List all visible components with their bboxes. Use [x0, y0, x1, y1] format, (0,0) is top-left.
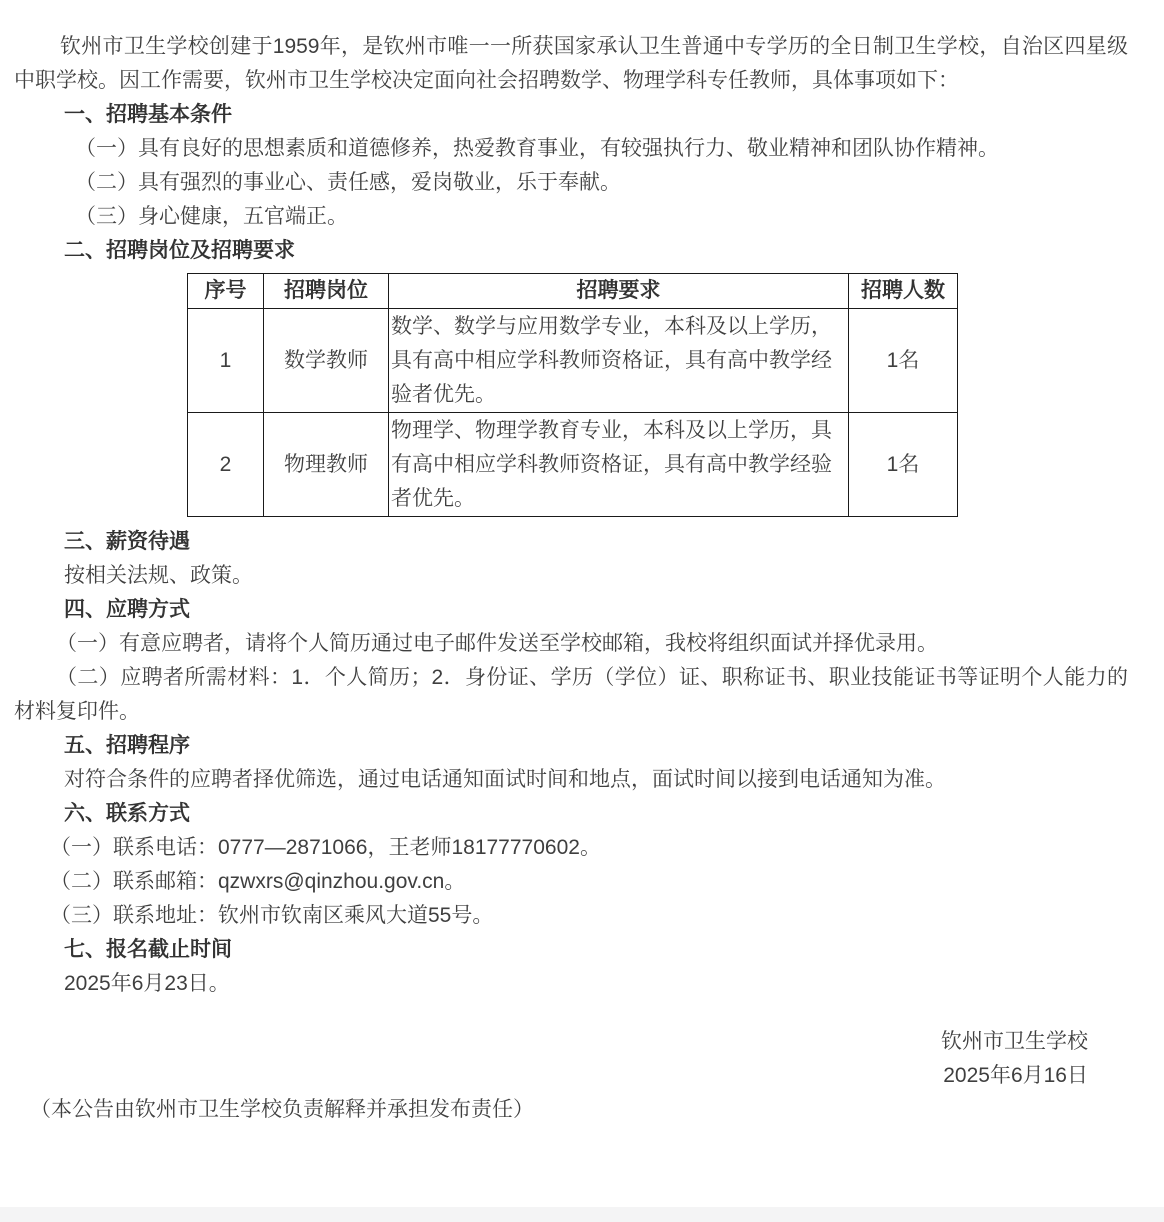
column-header-count: 招聘人数 — [849, 274, 958, 309]
contact-phone: （一）联系电话：0777—2871066，王老师18177770602。 — [50, 836, 601, 859]
contact-email: （二）联系邮箱：qzwxrs@qinzhou.gov.cn。 — [50, 870, 466, 893]
intro-paragraph: 钦州市卫生学校创建于1959年，是钦州市唯一一所获国家承认卫生普通中专学历的全日制卫生学校，自治区四星级中职学校。因工作需要，钦州市卫生学校决定面向社会招聘数学、物理学科专任教师，具体事项如下： — [14, 35, 1128, 92]
section-5-body: 对符合条件的应聘者择优筛选，通过电话通知面试时间和地点，面试时间以接到电话通知为准。 — [64, 768, 946, 791]
section-1-item: （一）具有良好的思想素质和道德修养，热爱教育事业，有较强执行力、敬业精神和团队协作精神。 — [75, 137, 999, 160]
cell-post: 物理教师 — [264, 413, 389, 517]
section-4-item: （二）应聘者所需材料：1．个人简历；2．身份证、学历（学位）证、职称证书、职业技能证书等证明个人能力的材料复印件。 — [14, 666, 1128, 723]
section-1-item: （三）身心健康，五官端正。 — [75, 205, 348, 228]
section-3-title: 三、薪资待遇 — [64, 530, 190, 553]
section-1-item: （二）具有强烈的事业心、责任感，爱岗敬业，乐于奉献。 — [75, 171, 621, 194]
column-header-requirement: 招聘要求 — [389, 274, 849, 309]
section-7-title: 七、报名截止时间 — [64, 938, 232, 961]
cell-requirement: 物理学、物理学教育专业，本科及以上学历，具有高中相应学科教师资格证，具有高中教学经验者优先。 — [389, 413, 849, 517]
table-header-row — [188, 274, 958, 309]
section-2-title: 二、招聘岗位及招聘要求 — [64, 239, 295, 262]
cell-number: 1 — [188, 309, 264, 413]
column-header-post: 招聘岗位 — [264, 274, 389, 309]
section-6-title: 六、联系方式 — [64, 802, 190, 825]
signature-block — [14, 1025, 1128, 1093]
column-header-number: 序号 — [188, 274, 264, 309]
cell-number: 2 — [188, 413, 264, 517]
section-4-title: 四、应聘方式 — [64, 598, 190, 621]
deadline-date: 2025年6月23日。 — [64, 972, 230, 995]
cell-count: 1名 — [849, 413, 958, 517]
contact-address: （三）联系地址：钦州市钦南区乘风大道55号。 — [50, 904, 494, 927]
signature-date: 2025年6月16日 — [943, 1064, 1088, 1087]
section-4-item: （一）有意应聘者，请将个人简历通过电子邮件发送至学校邮箱，我校将组织面试并择优录用。 — [56, 632, 938, 655]
signature-org: 钦州市卫生学校 — [941, 1030, 1088, 1053]
footer-bar — [0, 1207, 1164, 1222]
section-5-title: 五、招聘程序 — [64, 734, 190, 757]
recruitment-table — [187, 273, 958, 517]
section-3-body: 按相关法规、政策。 — [64, 564, 253, 587]
cell-requirement: 数学、数学与应用数学专业，本科及以上学历，具有高中相应学科教师资格证，具有高中教学经验者优先。 — [389, 309, 849, 413]
cell-post: 数学教师 — [264, 309, 389, 413]
cell-count: 1名 — [849, 309, 958, 413]
table-row — [188, 309, 958, 413]
section-1-title: 一、招聘基本条件 — [64, 103, 232, 126]
disclaimer-note: （本公告由钦州市卫生学校负责解释并承担发布责任） — [30, 1098, 534, 1121]
table-row — [188, 413, 958, 517]
